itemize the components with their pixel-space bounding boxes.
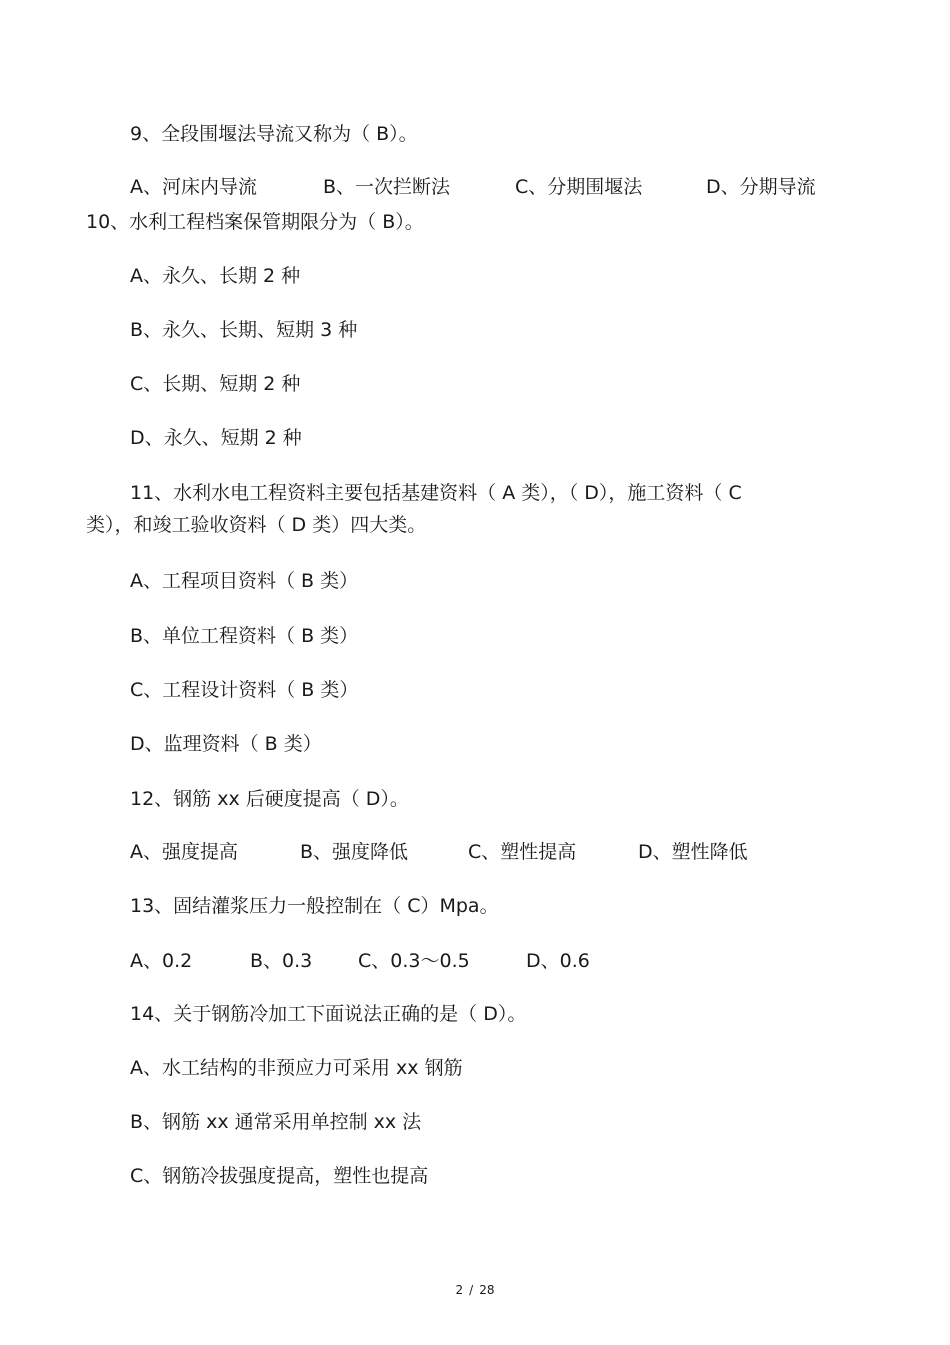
question-14-option-a: A、水工结构的非预应力可采用 xx 钢筋 [130,1057,463,1079]
question-12-option-c: C、塑性提高 [468,841,577,863]
question-12-option-b: B、强度降低 [300,841,409,863]
question-13-option-a: A、0.2 [130,950,193,972]
question-11-option-c: C、工程设计资料（ B 类） [130,679,359,701]
question-12-option-a: A、强度提高 [130,841,238,863]
question-11-option-d: D、监理资料（ B 类） [130,733,322,755]
question-14-option-c: C、钢筋冷拔强度提高，塑性也提高 [130,1165,429,1187]
question-11-option-b: B、单位工程资料（ B 类） [130,625,359,647]
question-14-option-b: B、钢筋 xx 通常采用单控制 xx 法 [130,1111,422,1133]
question-9-option-a: A、河床内导流 [130,176,257,198]
page-number-current: 2 [455,1283,464,1297]
question-9-option-c: C、分期围堰法 [515,176,643,198]
question-14-stem: 14、关于钢筋冷加工下面说法正确的是（ D）。 [130,1003,527,1025]
question-9-stem: 9、全段围堰法导流又称为（ B）。 [130,123,418,145]
question-13-option-d: D、0.6 [526,950,590,972]
question-9-option-d: D、分期导流 [706,176,816,198]
question-11-stem-line1: 11、水利水电工程资料主要包括基建资料（ A 类），（ D），施工资料（ C [130,482,742,504]
question-10-option-b: B、永久、长期、短期 3 种 [130,319,358,341]
question-13-option-b: B、0.3 [250,950,313,972]
question-10-option-a: A、永久、长期 2 种 [130,265,301,287]
page-number-separator: / [469,1283,474,1297]
question-12-stem: 12、钢筋 xx 后硬度提高（ D）。 [130,788,409,810]
question-13-stem: 13、固结灌浆压力一般控制在（ C）Mpa。 [130,895,499,917]
question-12-option-d: D、塑性降低 [638,841,748,863]
question-10-option-c: C、长期、短期 2 种 [130,373,301,395]
question-9-option-b: B、一次拦断法 [323,176,451,198]
question-11-stem-line2: 类），和竣工验收资料（ D 类）四大类。 [86,514,427,536]
page-number-total: 28 [479,1283,495,1297]
question-10-stem: 10、水利工程档案保管期限分为（ B）。 [86,211,424,233]
page-footer [0,1282,950,1298]
question-13-option-c: C、0.3～0.5 [358,950,470,972]
question-10-option-d: D、永久、短期 2 种 [130,427,302,449]
question-11-option-a: A、工程项目资料（ B 类） [130,570,359,592]
